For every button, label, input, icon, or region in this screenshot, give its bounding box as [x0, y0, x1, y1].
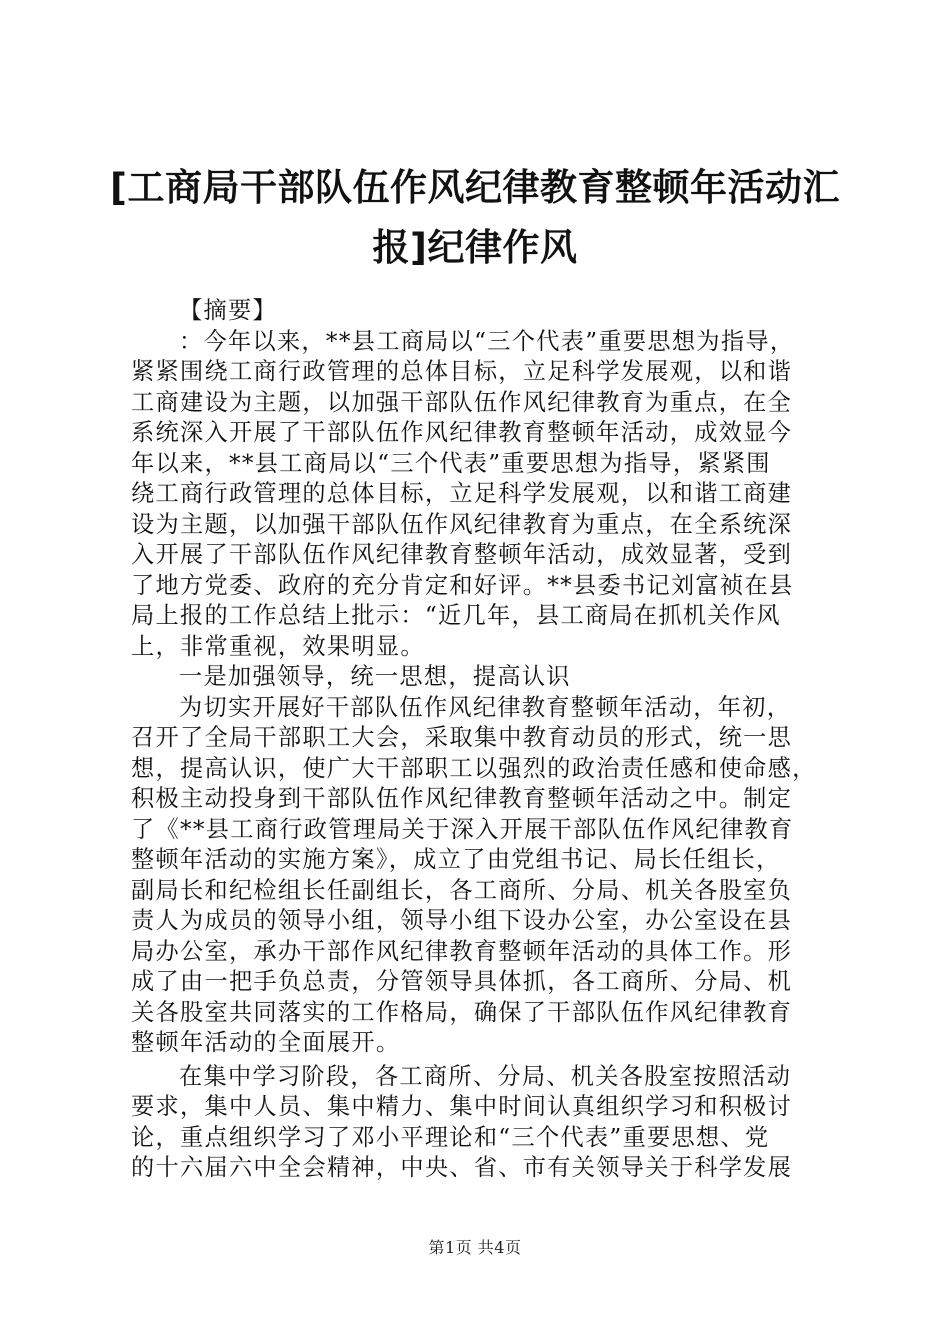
text-line: 要求，集中人员、集中精力、集中时间认真组织学习和积极讨: [131, 1093, 793, 1120]
text-line: 副局长和纪检组长任副组长，各工商所、分局、机关各股室负: [131, 876, 793, 904]
document-title: [100, 158, 850, 278]
text-line: 紧紧围绕工商行政管理的总体目标，立足科学发展观，以和谐: [131, 358, 793, 385]
text-line: 整顿年活动的全面展开。: [131, 1029, 401, 1056]
text-line: 在集中学习阶段，各工商所、分局、机关各股室按照活动: [179, 1062, 792, 1090]
text-line: 工商建设为主题，以加强干部队伍作风纪律教育为重点，在全: [131, 388, 793, 416]
text-line: ：今年以来，**县工商局以“三个代表”重要思想为指导，: [179, 327, 795, 355]
section-heading-paragraph: [131, 662, 851, 693]
text-line: 入开展了干部队伍作风纪律教育整顿年活动，成效显著，受到: [131, 541, 793, 568]
text-line: 了《**县工商行政管理局关于深入开展干部队伍作风纪律教育: [131, 815, 794, 843]
text-line: 了地方党委、政府的充分肯定和好评。**县委书记刘富祯在县: [131, 571, 794, 599]
section-heading: 一是加强领导，统一思想，提高认识: [179, 663, 571, 690]
text-line: 责人为成员的领导小组，领导小组下设办公室，办公室设在县: [131, 907, 793, 934]
text-line: 上，非常重视，效果明显。: [131, 632, 425, 660]
text-line: 召开了全局干部职工大会，采取集中教育动员的形式，统一思: [131, 724, 793, 751]
text-line: 积极主动投身到干部队伍作风纪律教育整顿年活动之中。制定: [131, 785, 793, 812]
text-line: 年以来，**县工商局以“三个代表”重要思想为指导，紧紧围: [131, 449, 771, 477]
abstract-label: 【摘要】: [179, 297, 277, 324]
title-line: [工商局干部队伍作风纪律教育整顿年活动汇: [110, 166, 840, 209]
text-line: 想，提高认识，使广大干部职工以强烈的政治责任感和使命感，: [131, 754, 817, 782]
body-paragraph: [131, 693, 851, 1059]
text-line: 绕工商行政管理的总体目标，立足科学发展观，以和谐工商建: [131, 480, 793, 507]
text-line: 关各股室共同落实的工作格局，确保了干部队伍作风纪律教育: [131, 998, 793, 1026]
text-line: 论，重点组织学习了邓小平理论和“三个代表”重要思想、党: [131, 1123, 770, 1151]
document-body: [131, 296, 851, 1184]
text-line: 局上报的工作总结上批示：“近几年，县工商局在抓机关作风: [131, 602, 781, 629]
text-line: 的十六届六中全会精神，中央、省、市有关领导关于科学发展: [131, 1154, 793, 1181]
text-line: 系统深入开展了干部队伍作风纪律教育整顿年活动，成效显今: [131, 419, 793, 446]
text-line: 成了由一把手负总责，分管领导具体抓，各工商所、分局、机: [131, 968, 793, 995]
text-line: 整顿年活动的实施方案》，成立了由党组书记、局长任组长，: [131, 846, 781, 873]
title-line: 报]纪律作风: [372, 226, 578, 269]
abstract-paragraph: [131, 327, 851, 663]
text-line: 为切实开展好干部队伍作风纪律教育整顿年活动，年初，: [179, 693, 792, 721]
body-paragraph: [131, 1062, 851, 1184]
page-footer: 第1页 共4页: [428, 1238, 522, 1257]
text-line: 设为主题，以加强干部队伍作风纪律教育为重点，在全系统深: [131, 510, 793, 538]
text-line: 局办公室，承办干部作风纪律教育整顿年活动的具体工作。形: [131, 937, 793, 965]
